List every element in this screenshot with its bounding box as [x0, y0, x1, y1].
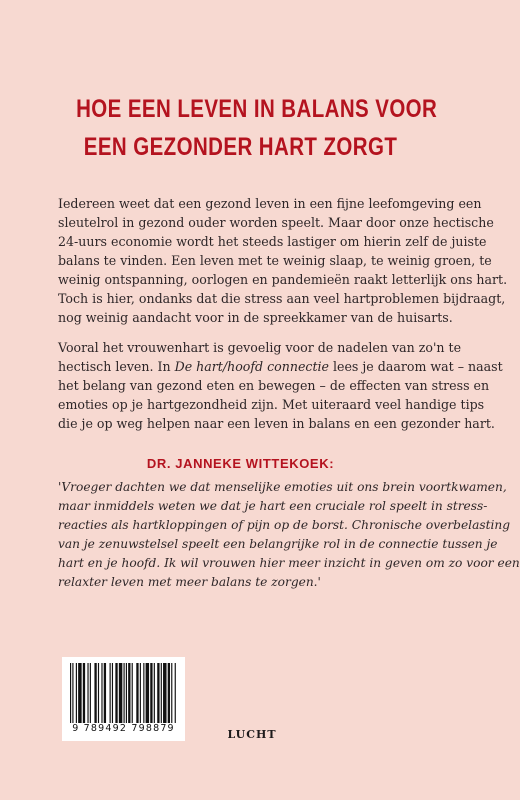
text-line: emoties op je hartgezondheid zijn. Met uiteraard veel handige tips — [58, 397, 485, 412]
title-line-2: EEN GEZONDER HART ZORGT — [83, 133, 398, 161]
quote-line: maar inmiddels weten we dat je hart een cruciale rol speelt in stress- — [58, 499, 488, 513]
title-line-1: HOE EEN LEVEN IN BALANS VOOR — [76, 95, 438, 123]
quote-line: 'Vroeger dachten we dat menselijke emoties uit ons brein voortkwamen, — [58, 480, 507, 494]
quote-line: relaxter leven met meer balans te zorgen.' — [58, 575, 321, 589]
quote-line: van je zenuwstelsel speelt een belangrijke rol in de connectie tussen je — [58, 537, 498, 551]
isbn-number: 9 789492 798879 — [72, 723, 175, 734]
author-quote — [58, 478, 520, 592]
barcode — [62, 657, 185, 741]
text-line: nog weinig aandacht voor in de spreekkamer van de huisarts. — [58, 310, 453, 325]
book-title-italic: De hart/hoofd connectie — [174, 359, 329, 374]
text-line: balans te vinden. Een leven met te weinig slaap, te weinig groen, te — [58, 253, 492, 268]
text-line: weinig ontspanning, oorlogen en pandemieën raakt letterlijk ons hart. — [58, 272, 508, 287]
author-heading: DR. JANNEKE WITTEKOEK: — [146, 456, 335, 471]
cover-title — [76, 90, 438, 166]
second-paragraph — [58, 338, 503, 433]
barcode-bars — [70, 663, 177, 723]
text-line: Toch is hier, ondanks dat die stress aan veel hartproblemen bijdraagt, — [58, 291, 506, 306]
text-line: sleutelrol in gezond ouder worden speelt. Maar door onze hectische — [58, 215, 494, 230]
quote-line: reacties als hartkloppingen of pijn op de borst. Chronische overbelasting — [58, 518, 511, 532]
publisher-logo: LUCHT — [227, 728, 277, 741]
text-fragment: hectisch leven. In — [58, 359, 175, 374]
intro-paragraph — [58, 194, 508, 327]
text-line: Iedereen weet dat een gezond leven in een fijne leefomgeving een — [58, 196, 482, 211]
text-line: Vooral het vrouwenhart is gevoelig voor de nadelen van zo'n te — [58, 340, 462, 355]
text-line — [58, 357, 503, 376]
text-line: het belang van gezond eten en bewegen – de effecten van stress en — [58, 378, 490, 393]
quote-line: hart en je hoofd. Ik wil vrouwen hier meer inzicht in geven om zo voor een — [58, 556, 520, 570]
text-fragment: lees je daarom wat – naast — [329, 359, 503, 374]
text-line: die je op weg helpen naar een leven in balans en een gezonder hart. — [58, 416, 495, 431]
text-line: 24-uurs economie wordt het steeds lastiger om hierin zelf de juiste — [58, 234, 487, 249]
